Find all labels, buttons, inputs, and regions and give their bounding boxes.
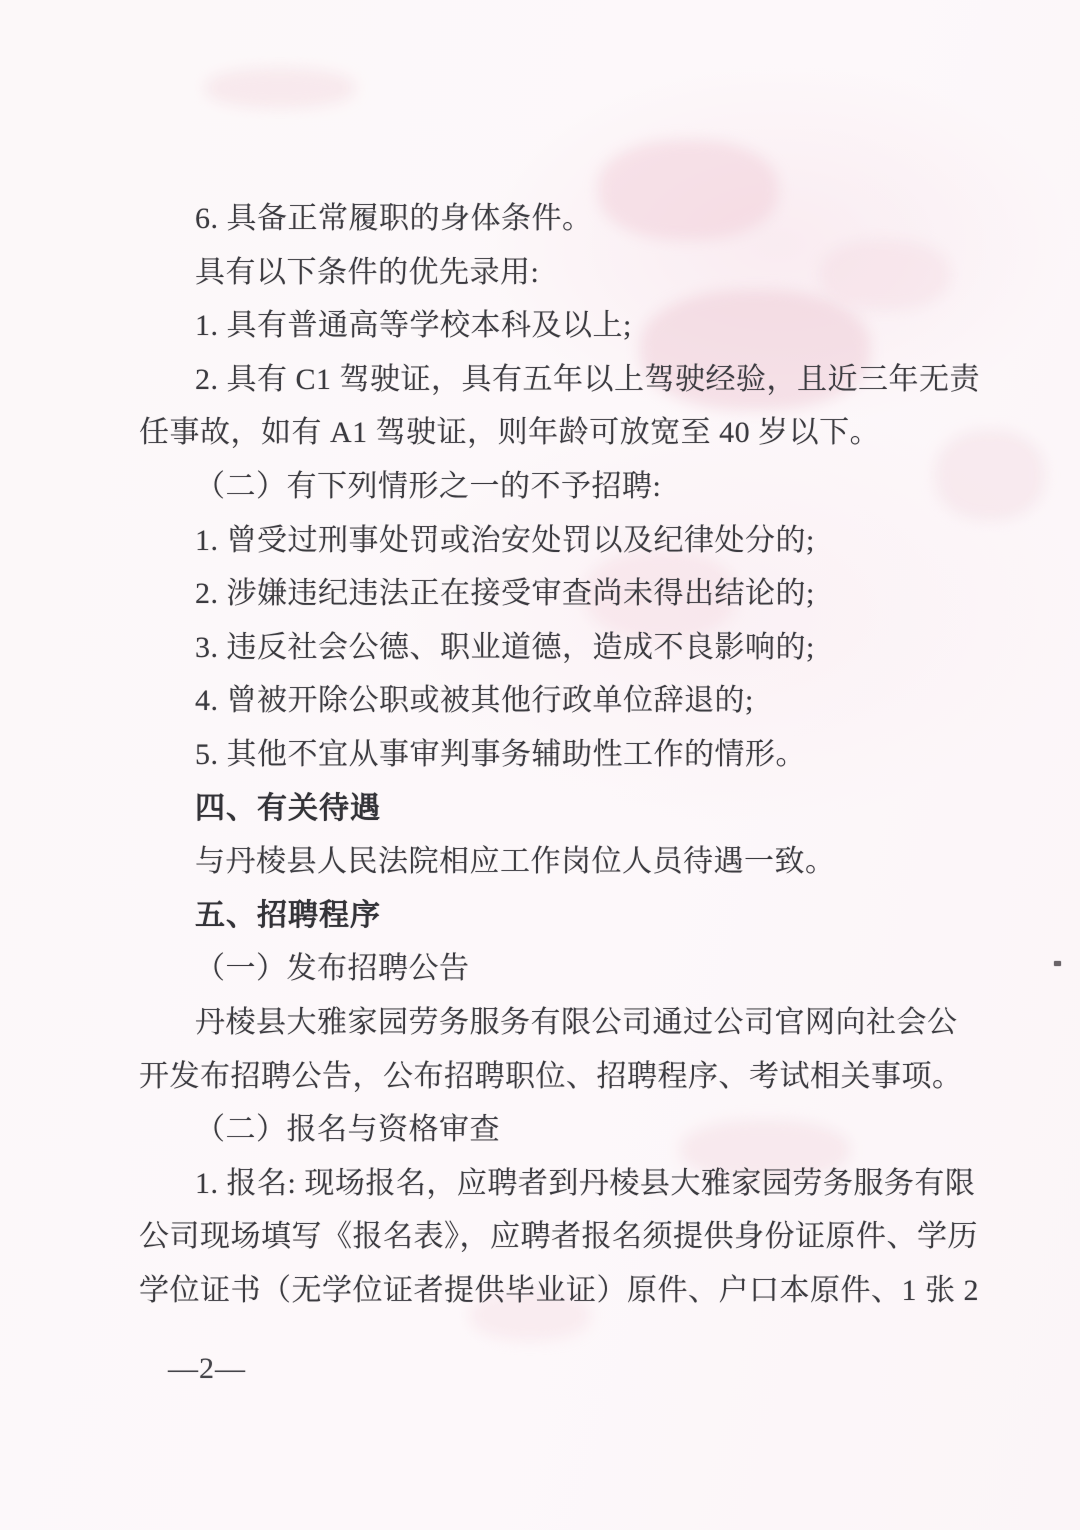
text-line: 3. 违反社会公德、职业道德，造成不良影响的; (195, 630, 815, 664)
text-line: （一）发布招聘公告 (195, 952, 470, 986)
text-line: 1. 报名: 现场报名，应聘者到丹棱县大雅家园劳务服务有限 (195, 1166, 976, 1200)
text-line: 丹棱县大雅家园劳务服务有限公司通过公司官网向社会公 (195, 1005, 958, 1039)
document-text-block (139, 192, 981, 1317)
bleed-through-artifact (205, 68, 355, 108)
text-line: 四、有关待遇 (195, 791, 381, 825)
bleed-through-artifact (935, 430, 1045, 520)
text-line: 1. 曾受过刑事处罚或治安处罚以及纪律处分的; (195, 523, 815, 557)
text-line: 5. 其他不宜从事审判事务辅助性工作的情形。 (195, 737, 806, 771)
text-line: 4. 曾被开除公职或被其他行政单位辞退的; (195, 684, 754, 718)
text-line: 具有以下条件的优先录用: (195, 255, 540, 289)
scan-speck-artifact (1054, 961, 1061, 966)
text-line: 公司现场填写《报名表》，应聘者报名须提供身份证原件、学历 (139, 1220, 978, 1254)
text-line: 任事故，如有 A1 驾驶证，则年龄可放宽至 40 岁以下。 (139, 416, 881, 450)
text-line: 6. 具备正常履职的身体条件。 (195, 202, 593, 235)
text-line: 五、招聘程序 (195, 898, 381, 932)
page-number: —2— (168, 1352, 246, 1385)
text-line: 2. 涉嫌违纪违法正在接受审查尚未得出结论的; (195, 577, 815, 611)
text-line: 学位证书（无学位证者提供毕业证）原件、户口本原件、1 张 2 (139, 1273, 979, 1307)
text-line: （二）报名与资格审查 (195, 1113, 500, 1147)
text-line: 2. 具有 C1 驾驶证，具有五年以上驾驶经验，且近三年无责 (195, 362, 981, 396)
text-line: （二）有下列情形之一的不予招聘: (195, 469, 662, 503)
text-line: 1. 具有普通高等学校本科及以上; (195, 309, 632, 343)
text-line: 开发布招聘公告，公布招聘职位、招聘程序、考试相关事项。 (139, 1059, 963, 1093)
text-line: 与丹棱县人民法院相应工作岗位人员待遇一致。 (195, 845, 836, 879)
